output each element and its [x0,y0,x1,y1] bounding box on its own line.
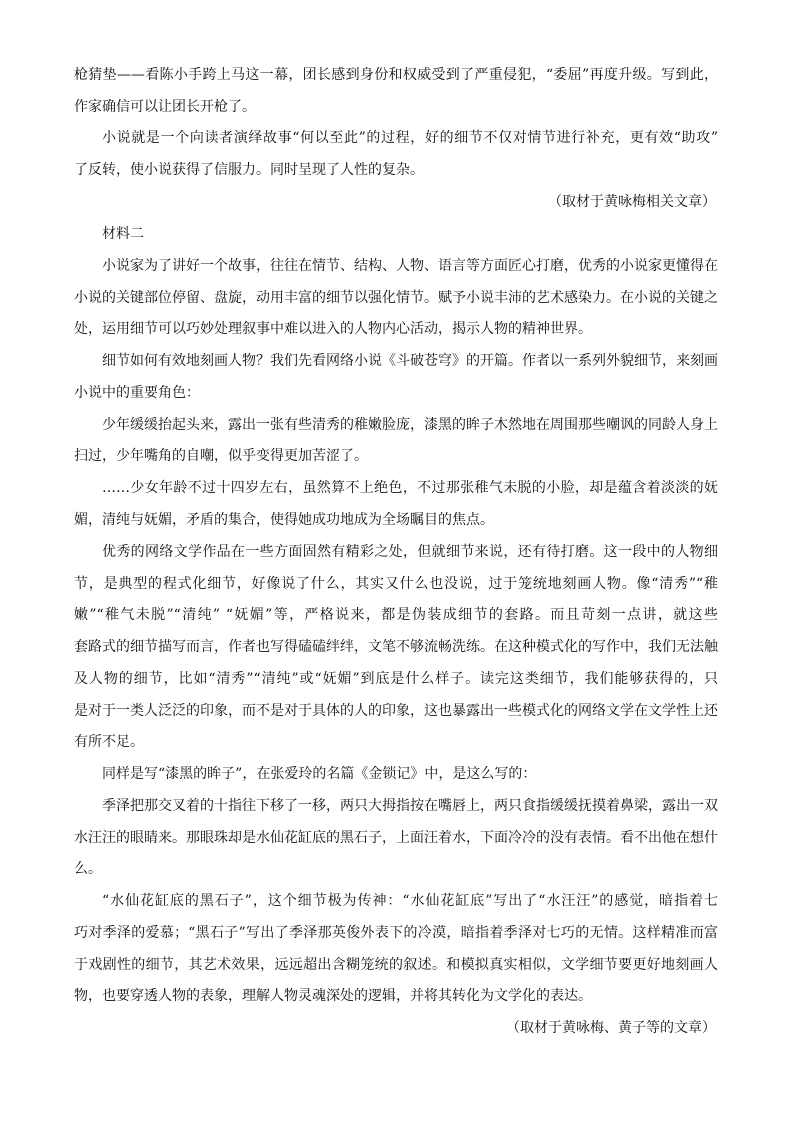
paragraph-line: 小说家为了讲好一个故事，往往在情节、结构、人物、语言等方面匠心打磨，优秀的小说家更懂得在 [102,258,718,274]
paragraph-line: “水仙花缸底的黑石子”，这个细节极为传神：“水仙花缸底”写出了“水汪汪”的感觉，暗指着七 [102,893,718,909]
paragraph-line: 枪猜垫——看陈小手跨上马这一幕，团长感到身份和权威受到了严重侵犯，“委屈”再度升级。写到此， [74,67,718,83]
paragraph-line: 及人物的细节，比如“清秀”“清纯”或“妩媚”到底是什么样子。读完这类细节，我们能够获得的，只 [74,671,718,687]
paragraph-line: 节，是典型的程式化细节，好像说了什么，其实又什么也没说，过于笼统地刻画人物。像“清秀”“稚 [74,576,718,592]
paragraph-line: 小说就是一个向读者演绎故事“何以至此”的过程，好的细节不仅对情节进行补充，更有效“助攻” [102,130,718,146]
paragraph-line: 小说中的重要角色： [74,385,200,401]
quote-line: 扫过，少年嘴角的自嘲，似乎变得更加苦涩了。 [74,448,368,464]
source-citation: （取材于黄咏梅相关文章） [548,194,716,210]
paragraph-line: 细节如何有效地刻画人物？我们先看网络小说《斗破苍穹》的开篇。作者以一系列外貌细节，来刻画 [102,353,718,369]
quote-line: 么。 [74,861,102,877]
quote-line: 水汪汪的眼睛来。那眼珠却是水仙花缸底的黑石子，上面汪着水，下面冷冷的没有表情。看不出他在想什 [74,830,718,846]
paragraph-line: 套路式的细节描写而言，作者也写得磕磕绊绊，文笔不够流畅洗练。在这种模式化的写作中，我们无法触 [74,639,718,655]
paragraph-line: 小说的关键部位停留、盘旋，动用丰富的细节以强化情节。赋予小说丰沛的艺术感染力。在小说的关键之 [74,290,718,306]
paragraph-line: 物，也要穿透人物的表象，理解人物灵魂深处的逻辑，并将其转化为文学化的表达。 [74,988,592,1004]
section-heading: 材料二 [102,226,144,242]
paragraph-line: 于戏剧性的细节，其艺术效果，远远超出含糊笼统的叙述。和模拟真实相似，文学细节要更好地刻画人 [74,957,718,973]
quote-line: 少年缓缓抬起头来，露出一张有些清秀的稚嫩脸庞，漆黑的眸子木然地在周围那些嘲讽的同龄人身上 [102,417,718,433]
quote-line: ……少女年龄不过十四岁左右，虽然算不上绝色，不过那张稚气未脱的小脸，却是蕴含着淡淡的妩 [102,480,718,496]
paragraph-line: 嫩”“稚气未脱”“清纯” “妩媚”等，严格说来，都是伪装成细节的套路。而且苛刻一点讲，就这些 [74,607,718,623]
paragraph-line: 优秀的网络文学作品在一些方面固然有精彩之处，但就细节来说，还有待打磨。这一段中的人物细 [102,544,718,560]
quote-line: 媚，清纯与妩媚，矛盾的集合，使得她成功地成为全场瞩目的焦点。 [74,512,494,528]
paragraph-line: 了反转，使小说获得了信服力。同时呈现了人性的复杂。 [74,162,424,178]
quote-line: 季泽把那交叉着的十指往下移了一移，两只大拇指按在嘴唇上，两只食指缓缓抚摸着鼻梁，露出一双 [102,798,718,814]
source-citation: （取材于黄咏梅、黄子等的文章） [506,1020,716,1036]
paragraph-line: 处，运用细节可以巧妙处理叙事中难以进入的人物内心活动，揭示人物的精神世界。 [74,321,592,337]
paragraph-line: 同样是写“漆黑的眸子”，在张爱玲的名篇《金锁记》中，是这么写的： [102,766,537,782]
paragraph-line: 作家确信可以让团长开枪了。 [74,99,256,115]
paragraph-line: 是对于一类人泛泛的印象，而不是对于具体的人的印象，这也暴露出一些模式化的网络文学在文学性上还 [74,703,718,719]
paragraph-line: 巧对季泽的爱慕；“黑石子”写出了季泽那英俊外表下的冷漠，暗指着季泽对七巧的无情。这样精准而富 [74,925,718,941]
paragraph-line: 有所不足。 [74,734,144,750]
